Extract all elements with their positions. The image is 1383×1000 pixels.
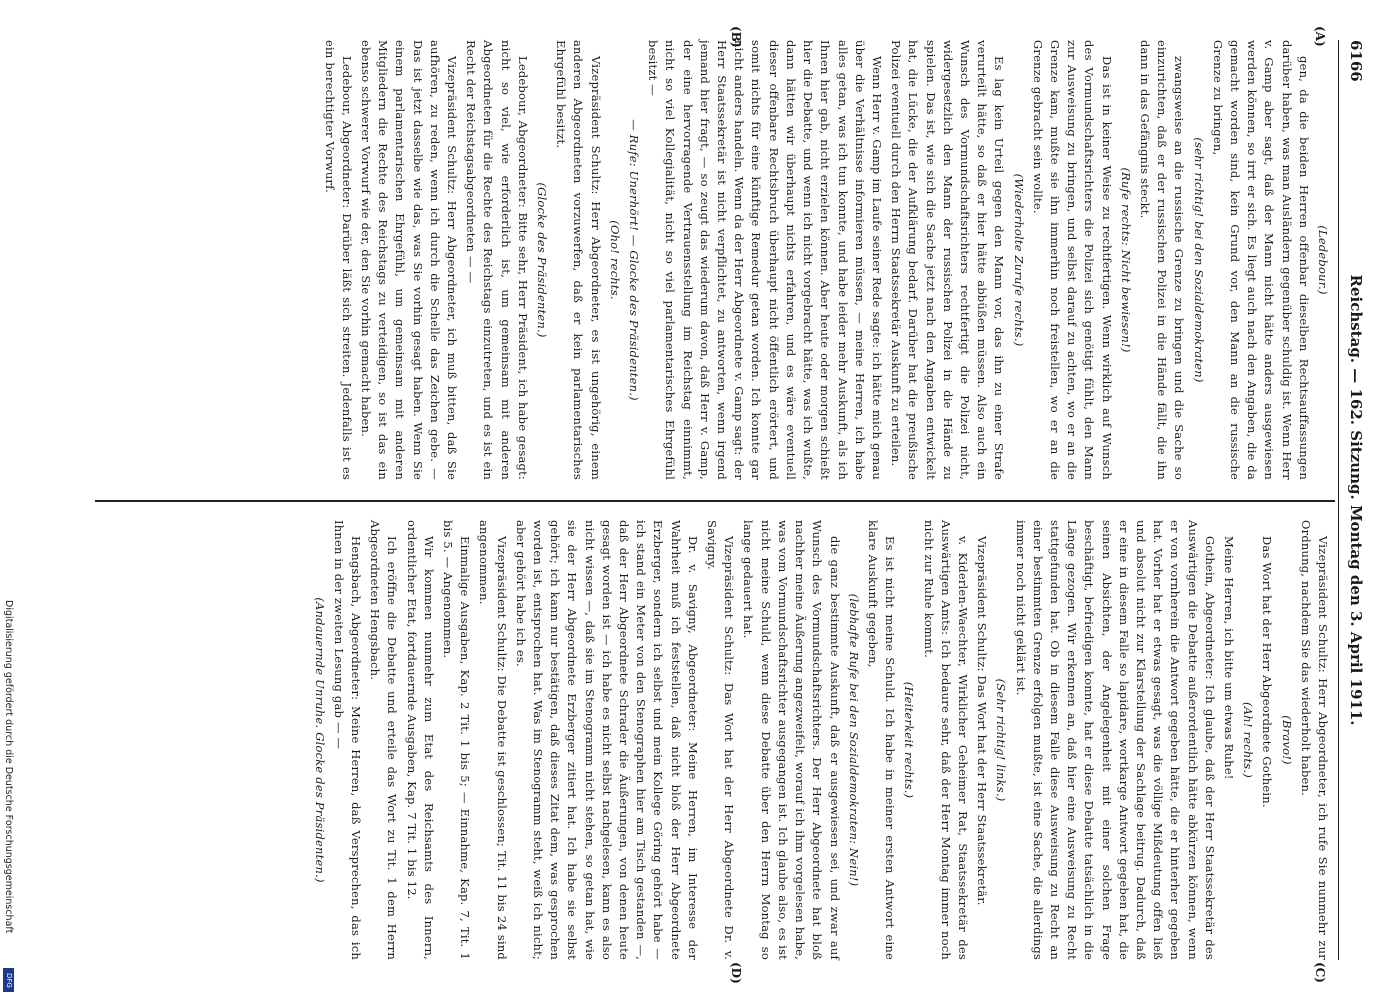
column-divider bbox=[95, 500, 1335, 502]
interjection: (Oho! rechts. bbox=[607, 220, 622, 300]
continued-speaker: (Ledebour.) bbox=[1316, 225, 1330, 295]
paragraph: Es lag kein Urteil gegen den Mann vor, das ihn zu einer Strafe verurteilt hätte, so daß er hier hätte abbüßen müssen. Also auch ein Wunsch des Vormundschaftsrichters rechtfertigt die Polizei nicht, widergesetzlich den Mann der russischen Polizei in die Hände zu spielen. Das ist, wie sich die Sache jetzt nach den Angaben entwickelt hat, die Lücke, die der Aufklärung bedarf. Darüber hat die preußische Polizei eventuell durch den Herrn Staatssekretär Auskunft zu erteilen. bbox=[889, 40, 1007, 480]
speech: Gothein, Abgeordneter: Ich glaube, daß der Herr Staatssekretär des Auswärtigen die Debatte außerordentlich hätte abkürzen können, wenn er von vornherein die Antwort gegeben hätte, die er hinterher gegeben hat. Vorher hat er etwas gesagt, was die völlige Mißdeutung offen ließ und absolut nicht zur Klarstellung der Sachlage beitrug. Dadurch, daß er eine in diesem Falle so lapidare, wortkarge Antwort gegeben hat, die seinen Absichten, der Angelegenheit mit einer solchen Frage beschäftigt, befriedigen konnte, hat er diese Debatte tatsächlich in die Länge gezogen. Wir erkennen an, daß hier eine Ausweisung zu Recht stattgefunden hat. Ob in diesem Falle diese Ausweisung zu Recht an einer bestimmten Grenze erfolgen mußte, ist eine Sache, die allerdings immer noch nicht geklärt ist. bbox=[1013, 520, 1217, 960]
paragraph: Das Wort hat der Herr Abgeordnete Gothein. bbox=[1260, 536, 1275, 808]
interjection: (Bravo!) bbox=[1279, 715, 1294, 765]
paragraph: gen, da die beiden Herren offenbar dieselben Rechtsauffassungen darüber haben, was man Ausländern gegenüber schuldig ist. Wenn Herr v. Gamp aber sagt, daß der Mann nicht hätte anders ausgewiesen werden können, so irrt er sich. Es liegt auch nach den Angaben, die da gemacht worden sind, kein Grund vor, den Mann an die russische Grenze zu bringen, bbox=[1210, 40, 1311, 480]
speech: Vizepräsident Schultz: Das Wort hat der Herr Abgeordnete Dr. v. Savigny. bbox=[705, 520, 737, 960]
interjection: (Ah! rechts.) bbox=[1241, 702, 1256, 778]
speech: v. Kiderlen-Waechter, Wirklicher Geheimer Rat, Staatssekretär des Auswärtigen Amts: Ich bedaure sehr, daß der Herr Montag immer noch nicht zur Ruhe kommt. bbox=[921, 520, 970, 960]
digitization-credit bbox=[2, 600, 16, 995]
interjection: (Wiederholte Zurufe rechts.) bbox=[1011, 173, 1026, 347]
margin-mark-b: (B) bbox=[729, 26, 743, 48]
paragraph: zwangsweise an die russische Grenze zu bringen und die Sache so einzurichten, daß er der russischen Polizei in die Hände fällt, die ihn dann in das Gefängnis steckt. bbox=[1137, 40, 1187, 480]
interjection: (lebhafte Rufe bei den Sozialdemokraten: Nein!) bbox=[846, 593, 861, 887]
paragraph: Meine Herren, ich bitte um etwas Ruhe! bbox=[1221, 536, 1236, 780]
margin-mark-a: (A) bbox=[1313, 26, 1327, 47]
paragraph: Wir kommen nunmehr zum Etat des Reichsamts des Innern, ordentlicher Etat, fortdauernde Ausgaben, Kap. 7 Tit. 1 bis 12. bbox=[404, 520, 436, 960]
interjection: — Rufe: Unerhört! — Glocke des Präsidenten.) bbox=[627, 119, 642, 401]
interjection: (Sehr richtig! links.) bbox=[994, 678, 1009, 802]
margin-mark-d: (D) bbox=[729, 962, 743, 984]
speech: Ledebour, Abgeordneter: Bitte sehr, Herr Präsident, ich habe gesagt: nicht so viel, wie erforderlich ist, um gemeinsam mit anderen Abgeordneten für die Rechte des Reichstags einzutreten, und es ist ein Recht der Reichstagsabgeordneten — — bbox=[464, 40, 530, 480]
interjection: (Heiterkeit rechts.) bbox=[902, 681, 917, 799]
paragraph: die ganz bestimmte Auskunft, daß er ausgewiesen sei, und zwar auf Wunsch des Vormundschaftsrichters. Der Herr Abgeordnete hat bloß nachher meine Äußerung angezweifelt, worauf ich ihm vorgelesen habe, was vom Vormundschaftsrichter ausgegangen ist. Ich glaube also, es ist nicht meine Schuld, wenn diese Debatte über den Herrn Montag so lange gedauert hat. bbox=[741, 520, 842, 960]
paragraph: Es ist nicht meine Schuld. Ich habe in meiner ersten Antwort eine klare Auskunft gegeben, bbox=[865, 520, 898, 960]
speech: Vizepräsident Schultz: Das Wort hat der Herr Staatssekretär. bbox=[975, 536, 990, 906]
paragraph: Einmalige Ausgaben, Kap. 2 Tit. 1 bis 5; — Einnahme, Kap. 7, Tit. 1 bis 5. — Angenommen. bbox=[441, 520, 473, 960]
page-number: 6166 bbox=[1347, 40, 1365, 82]
speech: Hengsbach, Abgeordneter: Meine Herren, daß Versprechen, das ich Ihnen in der zweiten Lesung gab — — bbox=[331, 520, 364, 960]
header-rule bbox=[1338, 40, 1339, 960]
margin-mark-c: (C) bbox=[1313, 962, 1327, 983]
credit-text: Digitalisierung gefördert durch die Deutsche Forschungsgemeinschaft bbox=[3, 600, 14, 934]
right-column bbox=[308, 520, 1331, 960]
left-column bbox=[318, 40, 1331, 480]
interjection: (Andauernde Unruhe. Glocke des Präsidenten.) bbox=[312, 597, 327, 883]
paragraph: Ich eröffne die Debatte und erteile das Wort zu Tit. 1 dem Herrn Abgeordneten Hengsbach. bbox=[368, 520, 400, 960]
paragraph: Wenn Herr v. Gamp im Laufe seiner Rede sagte: ich hätte mich genau über die Verhältnisse informieren müssen, — meine Herren, ich habe alles getan, was ich tun konnte, und habe leider mehr Auskunft, als ich Ihnen hier gab, nicht erzielen können. Aber heute oder morgen schießt hier die Debatte, und wenn ich nicht vorgebracht hätte, was ich wußte, dann hätten wir überhaupt nichts erfahren, und es wäre eventuell dieser offenbare Rechtsbruch überhaupt nicht öffentlich erörtert, und somit nichts für eine künftige Remedur getan worden. Ich konnte gar nicht anders handeln. Wenn da der Herr Abgeordnete v. Gamp sagt: der Herr Staatssekretär ist nicht verpflichtet, zu antworten, wenn irgend jemand hier fragt, — so zeugt das wiederum davon, daß Herr v. Gamp, der eine hervorragende Vertrauensstellung im Reichstag einnimmt, nicht so viel Kollegialität, nicht so viel parlamentarisches Ehrgefühl besitzt — bbox=[646, 40, 884, 480]
interjection: (Rufe rechts: Nicht bewiesen!) bbox=[1118, 167, 1133, 353]
speech: Vizepräsident Schultz: Herr Abgeordneter, ich rufe Sie nunmehr zur Ordnung, nachdem Sie das wiederholt haben. bbox=[1298, 520, 1330, 960]
dfg-logo: DFG bbox=[3, 968, 14, 992]
rotated-page bbox=[83, 0, 1383, 1000]
speech: Dr. v. Savigny, Abgeordneter: Meine Herren, im Interesse der Wahrheit muß ich feststellen, daß nicht bloß der Herr Abgeordnete Erzberger, sondern ich selbst und mein Kollege Göring gehört habe — ich stand ein Meter von den Stenographen hier am Tisch gestanden —, daß der Herr Abgeordnete Schrader die Äußerungen, von denen heute gesagt worden ist — ich habe es nicht selbst nachgelesen, kann es also nicht wissen —, daß sie im Stenogramm nicht stehen, so getan hat, wie sie der Herr Abgeordnete Erzberger zitiert hat. Ich habe sie selbst gehört; ich kann nur bestätigen, daß dieses Zitat dem, was gesprochen worden ist, entsprochen hat. Was im Stenogramm steht, weiß ich nicht; aber gehört habe ich es. bbox=[513, 520, 700, 960]
speech: Vizepräsident Schultz: Die Debatte ist geschlossen; Tit. 11 bis 24 sind angenommen. bbox=[477, 520, 509, 960]
interjection: (sehr richtig! bei den Sozialdemokraten) bbox=[1191, 137, 1206, 383]
page-title: Reichstag. — 162. Sitzung. Montag den 3. April 1911. bbox=[1347, 274, 1365, 726]
speech: Ledebour, Abgeordneter: Darüber läßt sich streiten. Jedenfalls ist es ein berechtigter Vorwurf. bbox=[322, 40, 354, 480]
interjection: (Glocke des Präsidenten.) bbox=[535, 182, 550, 338]
speech: Vizepräsident Schultz: Herr Abgeordneter, ich muß bitten, daß Sie aufhören, zu reden, wenn ich durch die Schelle das Zeichen gebe. — Das ist jetzt dasselbe wie das, was Sie vorhin gesagt haben. Wenn Sie einem parlamentarischen Ehrgefühl, um gemeinsam mit anderen Mitgliedern die Rechte des Reichstags zu verteidigen, so ist das ein ebenso schwerer Vorwurf wie der, den Sie vorhin gemacht haben. bbox=[359, 40, 460, 480]
running-header bbox=[1339, 40, 1365, 960]
speech: Vizepräsident Schultz: Herr Abgeordneter, es ist ungehörig, einem anderen Abgeordneten vorzuwerfen, daß er kein parlamentarisches Ehrgefühl besitzt. bbox=[554, 40, 603, 480]
paragraph: Das ist in keiner Weise zu rechtfertigen. Wenn wirklich auf Wunsch des Vormundschaftsrichters die Polizei sich genötigt fühlt, den Mann zur Ausweisung zu bringen, und selbst darauf zu achten, wo er an die Grenze kam, mußte sie ihn immerhin noch freistellen, wo er an die Grenze gebracht sein wollte. bbox=[1030, 40, 1114, 480]
